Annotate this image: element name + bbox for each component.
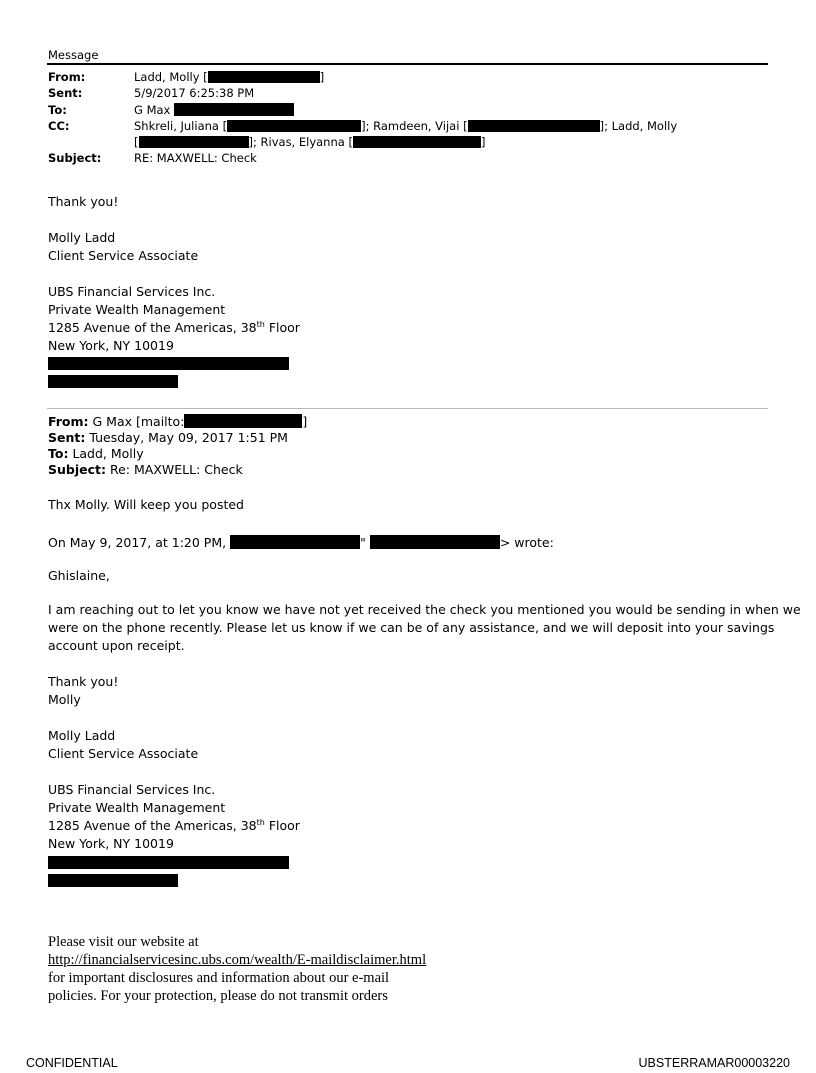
- signature-title: Client Service Associate: [48, 746, 199, 761]
- footer-bates-number: UBSTERRAMAR00003220: [638, 1056, 790, 1070]
- signature-address: 1285 Avenue of the Americas, 38th Floor: [48, 818, 300, 833]
- signature-name: Molly Ladd: [48, 728, 116, 743]
- sent-label: Sent:: [48, 86, 83, 100]
- signature-company: UBS Financial Services Inc.: [48, 782, 216, 797]
- quoted-sent: Sent: Tuesday, May 09, 2017 1:51 PM: [48, 430, 288, 445]
- quoted-signature: [48, 727, 300, 853]
- cc-label: CC:: [48, 119, 70, 133]
- from-field: Ladd, Molly [ ]: [134, 70, 325, 84]
- footer-confidential: CONFIDENTIAL: [26, 1056, 118, 1070]
- reply-signature: [48, 229, 300, 355]
- to-field: [134, 103, 294, 117]
- cc-line-2: [ ]; Rivas, Elyanna [ ]: [134, 135, 486, 149]
- signature-division: Private Wealth Management: [48, 800, 226, 815]
- quoted-salutation: Ghislaine,: [48, 568, 110, 583]
- subject-label: Subject:: [48, 151, 102, 165]
- cc-name: Rivas, Elyanna: [260, 135, 345, 149]
- quoted-message: Thx Molly. Will keep you posted: [48, 497, 244, 512]
- redaction: [184, 414, 302, 428]
- quoted-subject: Subject: Re: MAXWELL: Check: [48, 462, 243, 477]
- signature-city: New York, NY 10019: [48, 338, 174, 353]
- reply-greeting: Thank you!: [48, 194, 119, 209]
- from-name: Ladd, Molly: [134, 70, 200, 84]
- cc-line-1: Shkreli, Juliana [ ]; Ramdeen, Vijai [ ]; Ladd, Molly: [134, 119, 678, 133]
- cc-name: Ladd, Molly: [611, 119, 678, 133]
- redaction: [48, 856, 289, 869]
- redaction: [353, 136, 481, 148]
- redaction: [230, 535, 360, 549]
- redaction: [468, 120, 600, 132]
- subject-value: RE: MAXWELL: Check: [134, 151, 257, 165]
- signature-name: Molly Ladd: [48, 230, 116, 245]
- redaction: [227, 120, 361, 132]
- signature-address: 1285 Avenue of the Americas, 38th Floor: [48, 320, 300, 335]
- cc-name: Shkreli, Juliana: [134, 119, 219, 133]
- quoted-closing: Thank you! Molly: [48, 674, 119, 707]
- redaction: [208, 71, 320, 83]
- disclaimer: Please visit our website at http://financialservicesinc.ubs.com/wealth/E-maildisclaimer.html for important disclosures and information about our e-mail policies. For your protection, please do not transmit orders: [48, 934, 427, 1004]
- signature-company: UBS Financial Services Inc.: [48, 284, 216, 299]
- quoted-from: From: G Max [mailto: ]: [48, 414, 308, 429]
- message-title: Message: [48, 48, 99, 62]
- redaction: [174, 103, 294, 116]
- to-label: To:: [48, 103, 67, 117]
- header-divider: [47, 63, 768, 65]
- to-value: G Max: [134, 103, 171, 117]
- redaction: [139, 136, 249, 148]
- redaction: [370, 535, 500, 549]
- quoted-paragraph: I am reaching out to let you know we have not yet received the check you mentioned you would be sending in when we were on the phone recently. Please let us know if we can be of any assistance, and we will deposit into your savings account upon receipt.: [48, 602, 801, 653]
- redaction: [48, 874, 178, 887]
- sent-value: 5/9/2017 6:25:38 PM: [134, 86, 255, 100]
- signature-city: New York, NY 10019: [48, 836, 174, 851]
- cc-name: Ramdeen, Vijai: [373, 119, 460, 133]
- quoted-attribution: On May 9, 2017, at 1:20 PM, " > wrote:: [48, 535, 554, 550]
- signature-title: Client Service Associate: [48, 248, 199, 263]
- redaction: [48, 357, 289, 370]
- quote-divider: [47, 408, 768, 409]
- disclaimer-link[interactable]: http://financialservicesinc.ubs.com/wealth/E-maildisclaimer.html: [48, 952, 427, 968]
- signature-division: Private Wealth Management: [48, 302, 226, 317]
- from-label: From:: [48, 70, 86, 84]
- quoted-to: To: Ladd, Molly: [48, 446, 144, 461]
- redaction: [48, 375, 178, 388]
